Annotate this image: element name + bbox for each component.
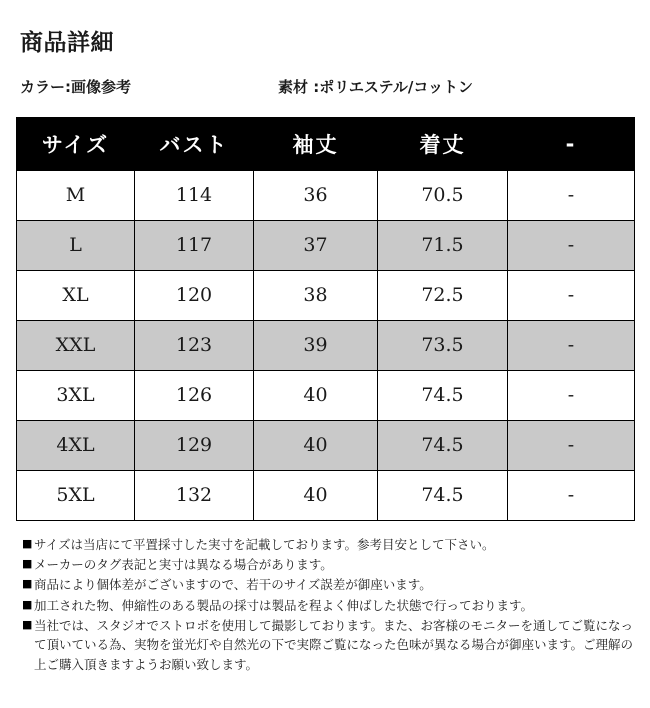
table-row [17,170,635,220]
cell-size: 5XL [17,470,135,520]
size-table-wrapper [16,117,634,521]
note-text: 商品により個体差がございますので、若干のサイズ誤差が御座います。 [34,577,432,593]
cell-bust: 114 [135,170,254,220]
note-item [22,575,634,594]
cell-sleeve: 40 [254,420,378,470]
cell-bust: 126 [135,370,254,420]
bullet-icon: ■ [22,556,33,570]
cell-sleeve: 36 [254,170,378,220]
table-header-row [17,117,635,170]
table-row [17,220,635,270]
notes-section [22,535,634,675]
note-item [22,616,634,674]
cell-length: 71.5 [378,220,508,270]
table-row [17,370,635,420]
cell-size: XXL [17,320,135,370]
cell-bust: 117 [135,220,254,270]
cell-extra: - [508,370,635,420]
bullet-icon: ■ [22,597,33,611]
cell-sleeve: 37 [254,220,378,270]
product-detail-page [0,30,650,708]
cell-extra: - [508,220,635,270]
note-item [22,596,634,615]
cell-bust: 129 [135,420,254,470]
bullet-icon: ■ [22,536,33,550]
cell-size: XL [17,270,135,320]
header-length: 着丈 [378,117,508,170]
cell-extra: - [508,470,635,520]
table-row [17,420,635,470]
page-title: 商品詳細 [20,30,114,56]
size-table [16,117,635,521]
attribute-row [20,76,634,97]
cell-extra: - [508,420,635,470]
cell-sleeve: 40 [254,370,378,420]
header-bust: バスト [135,117,254,170]
table-row [17,320,635,370]
table-row [17,470,635,520]
cell-size: 3XL [17,370,135,420]
note-text: 当社では、スタジオでストロボを使用して撮影しております。また、お客様のモニターを通してご覧になって頂いている為、実物を蛍光灯や自然光の下で実際ご覧になった色味が異なる場合が御座います。ご理解の上ご購入頂きますようお願い致します。 [34,618,634,672]
cell-extra: - [508,270,635,320]
size-table-body [17,170,635,520]
size-table-head [17,117,635,170]
cell-size: 4XL [17,420,135,470]
cell-extra: - [508,170,635,220]
bullet-icon: ■ [22,618,33,632]
cell-length: 70.5 [378,170,508,220]
cell-sleeve: 39 [254,320,378,370]
cell-length: 72.5 [378,270,508,320]
header-size: サイズ [17,117,135,170]
cell-bust: 132 [135,470,254,520]
note-item [22,535,634,554]
cell-bust: 120 [135,270,254,320]
cell-length: 74.5 [378,470,508,520]
table-row [17,270,635,320]
cell-bust: 123 [135,320,254,370]
note-item [22,555,634,574]
material-attribute: 素材 :ポリエステル/コットン [278,77,474,96]
header-extra: - [508,117,635,170]
cell-size: L [17,220,135,270]
cell-length: 74.5 [378,420,508,470]
header-sleeve: 袖丈 [254,117,378,170]
cell-size: M [17,170,135,220]
note-text: 加工された物、伸縮性のある製品の採寸は製品を程よく伸ばした状態で行っております。 [34,597,534,613]
note-text: メーカーのタグ表記と実寸は異なる場合があります。 [34,556,333,572]
cell-extra: - [508,320,635,370]
cell-sleeve: 38 [254,270,378,320]
cell-sleeve: 40 [254,470,378,520]
cell-length: 73.5 [378,320,508,370]
cell-length: 74.5 [378,370,508,420]
color-attribute: カラー:画像参考 [20,77,131,96]
bullet-icon: ■ [22,577,33,591]
note-text: サイズは当店にて平置採寸した実寸を記載しております。参考目安として下さい。 [34,536,495,552]
